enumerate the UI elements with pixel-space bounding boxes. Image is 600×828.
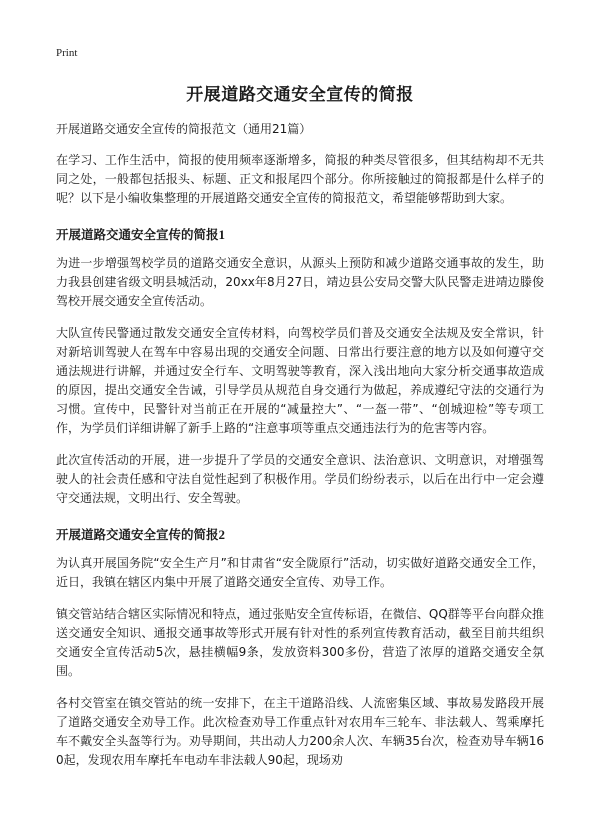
article-body xyxy=(56,120,544,783)
section-2-paragraph-2: 镇交管站结合辖区实际情况和特点，通过张贴安全宣传标语，在微信、QQ群等平台向群众推送交通安全知识、通报交通事故等形式开展有针对性的系列宣传教育活动，截至目前共组织交通安全宣传活动5次，悬挂横幅9条，发放资料300多份，营造了浓厚的道路交通安全氛围。 xyxy=(56,607,544,678)
section-2-paragraph-1: 为认真开展国务院“安全生产月”和甘肃省“安全陇原行”活动，切实做好道路交通安全工作，近日，我镇在辖区内集中开展了道路交通安全宣传、劝导工作。 xyxy=(56,556,544,589)
section-2-heading-text: 开展道路交通安全宣传的简报 xyxy=(56,527,219,542)
article-subtitle: 开展道路交通安全宣传的简报范文（通用21篇） xyxy=(56,122,312,136)
page-title: 开展道路交通安全宣传的简报 xyxy=(186,85,414,105)
section-1-heading xyxy=(56,226,544,244)
intro-paragraph: 在学习、工作生活中，简报的使用频率逐渐增多，简报的种类尽管很多，但其结构却不无共同之处，一般都包括报头、标题、正文和报尾四个部分。你所接触过的简报都是什么样子的呢？以下是小编收集整理的开展道路交通安全宣传的简报范文，希望能够帮助到大家。 xyxy=(56,153,544,205)
section-1-heading-text: 开展道路交通安全宣传的简报 xyxy=(56,227,219,242)
section-2-paragraph-3: 各村交管室在镇交管站的统一安排下，在主干道路沿线、人流密集区域、事故易发路段开展了道路交通安全劝导工作。此次检查劝导工作重点针对农用车三轮车、非法载人、驾乘摩托车不戴安全头盔等行为。劝导期间，共出动人力200余人次、车辆35台次，检查劝导车辆160起，发现农用车摩托车电动车非法载人90起，现场劝 xyxy=(56,696,544,767)
section-1-paragraph-2: 大队宣传民警通过散发交通安全宣传材料，向驾校学员们普及交通安全法规及安全常识，针对新培训驾驶人在驾车中容易出现的交通安全问题、日常出行要注意的地方以及如何遵守交通法规进行讲解，并通过安全行车、文明驾驶等教育，深入浅出地向大家分析交通事故造成的原因，提出交通安全告诫，引导学员从规范自身交通行为做起，养成遵纪守法的交通行为习惯。宣传中，民警针对当前正在开展的“减量控大”、“一盔一带”、“创城迎检”等专项工作，为学员们详细讲解了新手上路的“注意事项等重点交通违法行为的危害等内容。 xyxy=(56,326,544,435)
print-link[interactable]: Print xyxy=(56,47,78,59)
section-2-number: 2 xyxy=(218,527,226,542)
section-1-number: 1 xyxy=(218,227,226,242)
section-1-paragraph-1: 为进一步增强驾校学员的道路交通安全意识，从源头上预防和减少道路交通事故的发生，助力我县创建省级文明县城活动，20xx年8月27日，靖边县公安局交警大队民警走进靖边滕俊驾校开展交通安全宣传活动。 xyxy=(56,256,544,308)
section-1-paragraph-3: 此次宣传活动的开展，进一步提升了学员的交通安全意识、法治意识、文明意识，对增强驾驶人的社会责任感和守法自觉性起到了积极作用。学员们纷纷表示，以后在出行中一定会遵守交通法规，文明出行、安全驾驶。 xyxy=(56,453,544,505)
section-2-heading xyxy=(56,526,544,544)
